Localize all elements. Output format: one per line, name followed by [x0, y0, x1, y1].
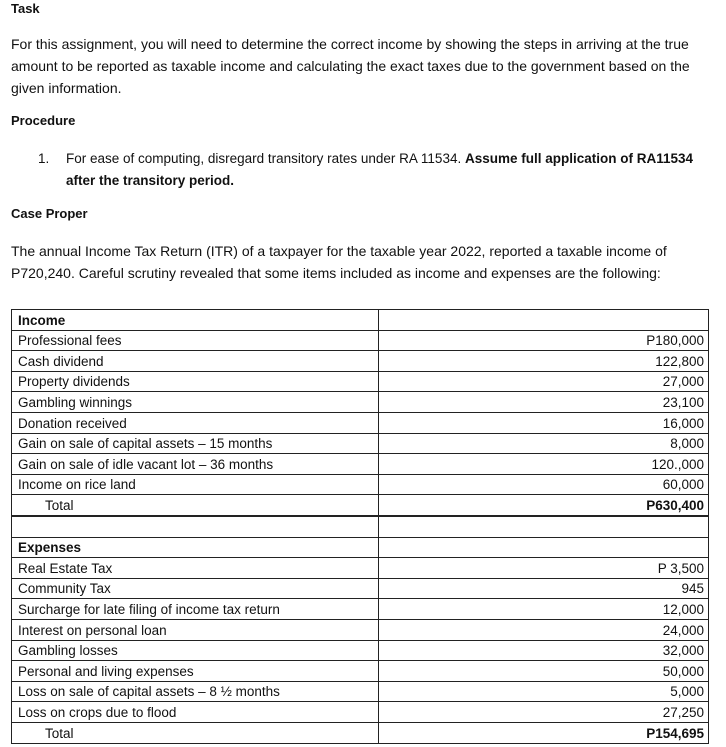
table-row [12, 599, 709, 620]
row-label: Loss on sale of capital assets – 8 ½ months [12, 681, 379, 702]
row-amount: 5,000 [379, 681, 709, 702]
table-row [12, 371, 709, 392]
row-label: Income on rice land [12, 474, 379, 495]
case-heading: Case Proper [11, 206, 88, 221]
table-row [12, 412, 709, 433]
row-amount: 12,000 [379, 599, 709, 620]
row-amount: P 3,500 [379, 558, 709, 579]
row-amount: 8,000 [379, 433, 709, 454]
total-row [12, 495, 709, 516]
section-heading: Expenses [12, 537, 379, 558]
procedure-item [11, 148, 715, 192]
table-row [12, 578, 709, 599]
row-amount: 27,250 [379, 702, 709, 723]
row-label: Loss on crops due to flood [12, 702, 379, 723]
row-amount: 16,000 [379, 412, 709, 433]
table-row [12, 392, 709, 413]
row-label: Property dividends [12, 371, 379, 392]
procedure-heading: Procedure [11, 113, 76, 128]
income-table [11, 309, 709, 516]
procedure-item-number: 1. [38, 151, 50, 166]
total-amount: P630,400 [379, 495, 709, 516]
row-amount: 122,800 [379, 351, 709, 372]
table-row [12, 619, 709, 640]
row-amount: 945 [379, 578, 709, 599]
row-label: Interest on personal loan [12, 619, 379, 640]
table-row [12, 351, 709, 372]
row-amount: 120.,000 [379, 454, 709, 475]
case-paragraph: The annual Income Tax Return (ITR) of a taxpayer for the taxable year 2022, reported a taxable income of P720,240. Careful scrutiny revealed that some items included as income and expenses are the following: [11, 243, 667, 281]
row-label: Community Tax [12, 578, 379, 599]
section-heading: Income [12, 310, 379, 331]
row-label: Gambling losses [12, 640, 379, 661]
row-amount: 50,000 [379, 661, 709, 682]
procedure-list [11, 148, 715, 192]
row-label: Professional fees [12, 330, 379, 351]
total-amount: P154,695 [379, 722, 709, 743]
blank-row [12, 517, 709, 538]
table-row [12, 681, 709, 702]
table-row [12, 474, 709, 495]
row-amount: 32,000 [379, 640, 709, 661]
row-label: Gain on sale of idle vacant lot – 36 months [12, 454, 379, 475]
row-amount: 27,000 [379, 371, 709, 392]
procedure-item-bold: Assume full application of RA11534 after the transitory period. [66, 151, 694, 188]
table-row [12, 702, 709, 723]
row-label: Donation received [12, 412, 379, 433]
table-row [12, 558, 709, 579]
section-heading-row [12, 310, 709, 331]
expenses-table [11, 516, 709, 744]
table-row [12, 661, 709, 682]
task-heading: Task [11, 1, 40, 16]
row-label: Gambling winnings [12, 392, 379, 413]
total-row [12, 722, 709, 743]
procedure-item-text [66, 148, 715, 192]
row-label: Personal and living expenses [12, 661, 379, 682]
row-amount: 24,000 [379, 619, 709, 640]
row-amount: 60,000 [379, 474, 709, 495]
procedure-item-plain: For ease of computing, disregard transitory rates under RA 11534. [66, 151, 465, 166]
table-row [12, 454, 709, 475]
table-row [12, 433, 709, 454]
total-label: Total [12, 722, 379, 743]
row-label: Cash dividend [12, 351, 379, 372]
table-row [12, 640, 709, 661]
row-amount: P180,000 [379, 330, 709, 351]
row-label: Gain on sale of capital assets – 15 months [12, 433, 379, 454]
table-row [12, 330, 709, 351]
total-label: Total [12, 495, 379, 516]
row-label: Surcharge for late filing of income tax return [12, 599, 379, 620]
section-heading-row [12, 537, 709, 558]
task-paragraph: For this assignment, you will need to determine the correct income by showing the steps in arriving at the true amount to be reported as taxable income and calculating the exact taxes due to the government based on the given information. [11, 36, 690, 96]
row-label: Real Estate Tax [12, 558, 379, 579]
row-amount: 23,100 [379, 392, 709, 413]
